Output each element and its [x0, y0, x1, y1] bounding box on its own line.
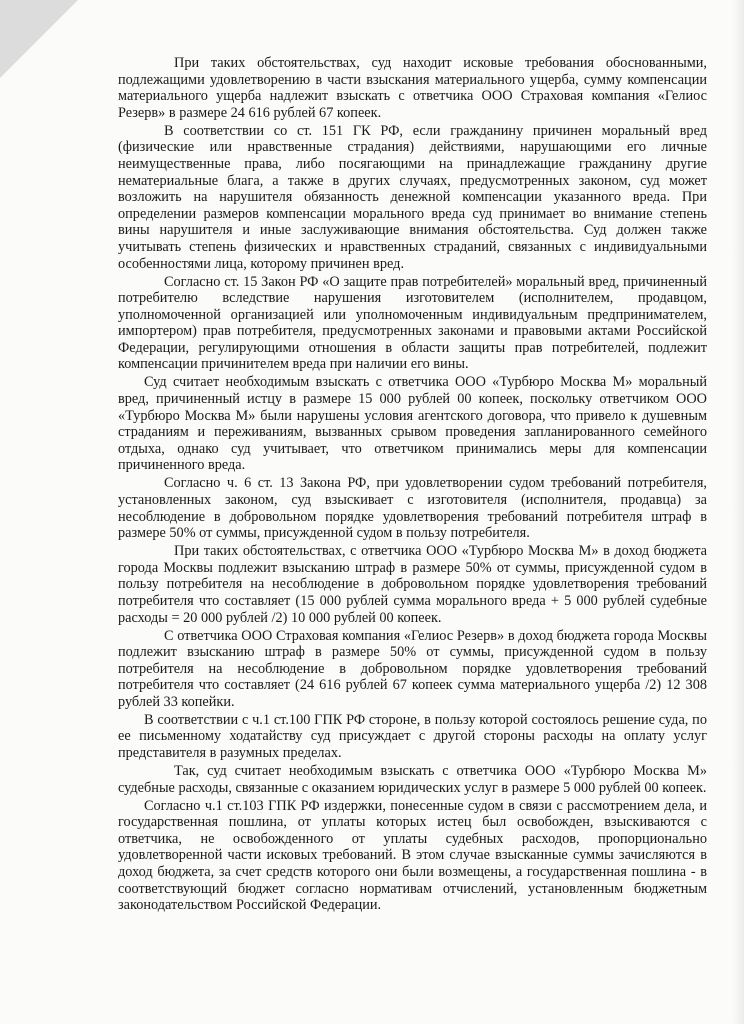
paragraph-6: При таких обстоятельствах, с ответчика ООО «Турбюро Москва М» в доход бюджета города Москвы подлежит взысканию штраф в размере 50% от суммы, присужденной судом в пользу потребителя на несоблюдение в добровольном порядке удовлетворения требований потребителя что составляет (15 000 рублей сумма морального вреда + 5 000 рублей судебные расходы = 20 000 рублей /2) 10 000 рублей 00 копеек.	[118, 543, 707, 626]
paragraph-8: В соответствии с ч.1 ст.100 ГПК РФ стороне, в пользу которой состоялось решение суда, по ее письменному ходатайству суд присуждает с другой стороны расходы на оплату услуг представителя в разумных пределах.	[118, 711, 707, 762]
paragraph-7: С ответчика ООО Страховая компания «Гелиос Резерв» в доход бюджета города Москвы подлежит взысканию штраф в размере 50% от суммы, присужденной судом в пользу потребителя на несоблюдение в добровольном порядке удовлетворения требований потребителя что составляет (24 616 рублей 67 копеек сумма материального ущерба /2) 12 308 рублей 33 копейки.	[118, 627, 707, 710]
paragraph-5: Согласно ч. 6 ст. 13 Закона РФ, при удовлетворении судом требований потребителя, установленных законом, суд взыскивает с изготовителя (исполнителя, продавца) за несоблюдение в добровольном порядке удовлетворения требований потребителя штраф в размере 50% от суммы, присужденной судом в пользу потребителя.	[118, 475, 707, 542]
paragraph-9: Так, суд считает необходимым взыскать с ответчика ООО «Турбюро Москва М» судебные расходы, связанные с оказанием юридических услуг в размере 5 000 рублей 00 копеек.	[118, 763, 707, 796]
paragraph-1: При таких обстоятельствах, суд находит исковые требования обоснованными, подлежащими удовлетворению в части взыскания материального ущерба, сумму компенсации материального ущерба надлежит взыскать с ответчика ООО Страховая компания «Гелиос Резерв» в размере 24 616 рублей 67 копеек.	[118, 55, 707, 121]
paragraph-3: Согласно ст. 15 Закон РФ «О защите прав потребителей» моральный вред, причиненный потребителю вследствие нарушения изготовителем (исполнителем, продавцом, уполномоченной организацией или уполномоченным индивидуальным предпринимателем, импортером) прав потребителя, предусмотренных законами и правовыми актами Российской Федерации, регулирующими отношения в области защиты прав потребителей, подлежит компенсации причинителем вреда при наличии его вины.	[118, 273, 707, 373]
paragraph-4: Суд считает необходимым взыскать с ответчика ООО «Турбюро Москва М» моральный вред, причиненный истцу в размере 15 000 рублей 00 копеек, поскольку ответчиком ООО «Турбюро Москва М» были нарушены условия агентского договора, что привело к душевным страданиям и переживаниям, вызванных срывом проведения запланированного семейного отдыха, однако суд учитывает, что ответчиком принимались меры для компенсации причиненного вреда.	[118, 374, 707, 474]
document-body	[118, 55, 707, 915]
folded-corner	[0, 0, 78, 78]
paragraph-2: В соответствии со ст. 151 ГК РФ, если гражданину причинен моральный вред (физические или нравственные страдания) действиями, нарушающими его личные неимущественные права, либо посягающими на принадлежащие гражданину другие нематериальные блага, а также в других случаях, предусмотренных законом, суд может возложить на нарушителя обязанность денежной компенсации указанного вреда. При определении размеров компенсации морального вреда суд принимает во внимание степень вины нарушителя и иные заслуживающие внимания обстоятельства. Суд должен также учитывать степень физических и нравственных страданий, связанных с индивидуальными особенностями лица, которому причинен вред.	[118, 122, 707, 272]
paragraph-10: Согласно ч.1 ст.103 ГПК РФ издержки, понесенные судом в связи с рассмотрением дела, и государственная пошлина, от уплаты которых истец был освобожден, взыскиваются с ответчика, не освобожденного от уплаты судебных расходов, пропорционально удовлетворенной части исковых требований. В этом случае взысканные суммы зачисляются в доход бюджета, за счет средств которого они были возмещены, а государственная пошлина - в соответствующий бюджет согласно нормативам отчислений, установленным бюджетным законодательством Российской Федерации.	[118, 797, 707, 914]
page-edge-shadow	[732, 0, 744, 1024]
